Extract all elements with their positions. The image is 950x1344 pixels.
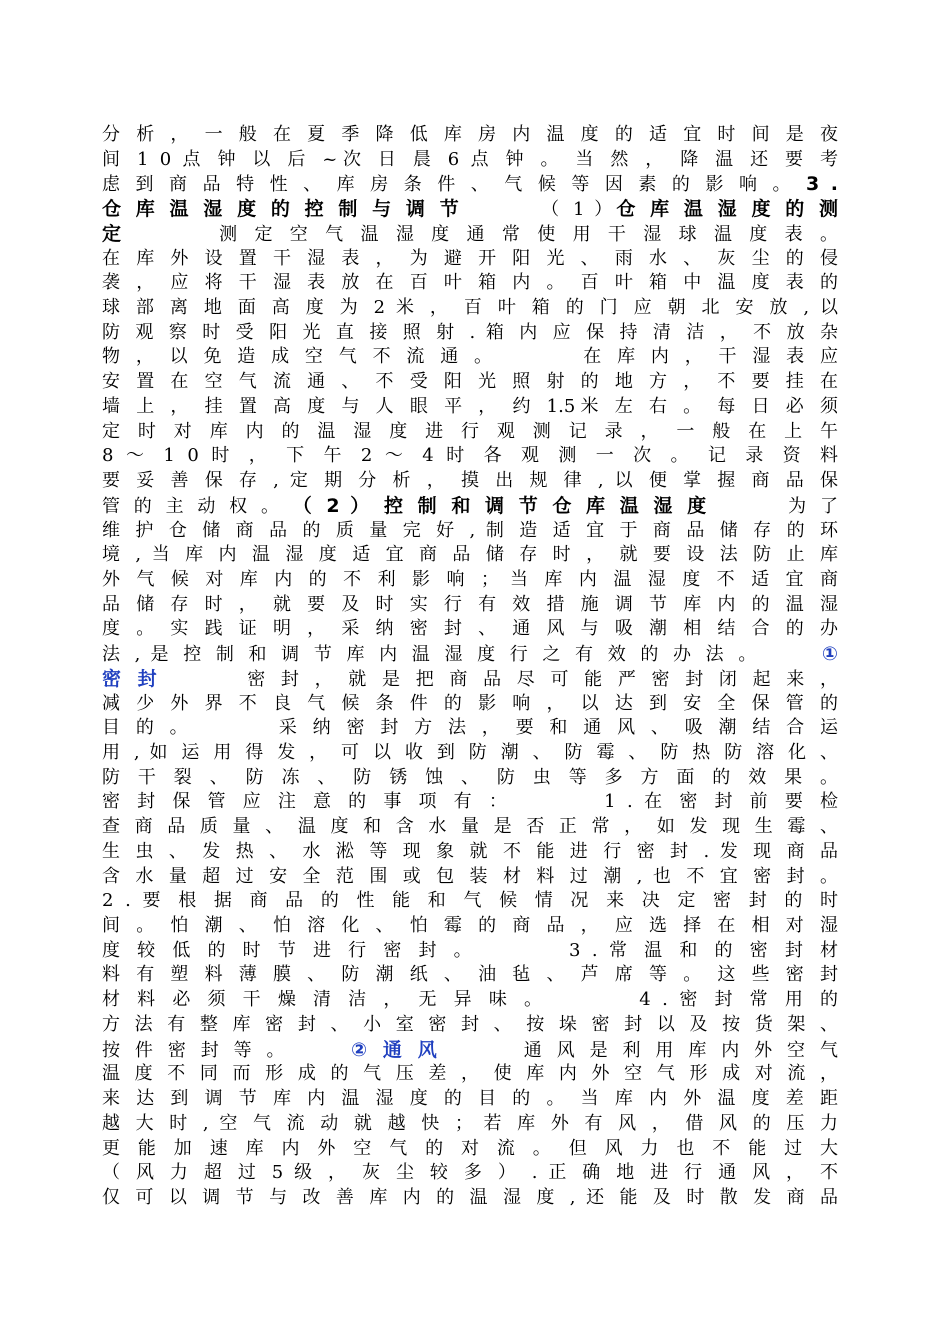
text-segment: 来 达 到 调 节 库 内 温 湿 度 的 目 的 。 当 库 内 外 温 度 差 距 [102,1088,838,1110]
text-line [102,741,838,766]
text-segment: 减 少 外 界 不 良 气 候 条 件 的 影 响 ， 以 达 到 安 全 保 管 的 [102,692,838,714]
text-line [102,617,838,642]
text-line [102,321,838,346]
text-line [102,593,838,618]
text-segment: 2 . 要 根 据 商 品 的 性 能 和 气 候 情 况 来 决 定 密 封 的 时 [102,890,838,912]
text-segment: 测 定 空 气 温 湿 度 通 常 使 用 干 湿 球 温 度 表 。 [126,223,838,245]
section-heading: 仓 库 温 湿 度 的 测 [616,198,838,221]
text-segment: 物 ， 以 免 造 成 空 气 不 流 通 。 在 库 内 ， 干 湿 表 应 [102,346,838,368]
text-segment: （ 风 力 超 过 5 级 ， 灰 尘 较 多 ） . 正 确 地 进 行 通 风 ， 不 [102,1162,838,1184]
text-line [102,222,838,247]
text-line [102,766,838,791]
text-line [102,790,838,815]
text-line [102,815,838,840]
text-line [102,1087,838,1112]
text-line [102,692,838,717]
text-line [102,840,838,865]
text-line [102,642,838,667]
text-line [102,197,838,222]
text-line [102,1186,838,1211]
text-segment: 度 较 低 的 时 节 进 行 密 封 。 3 . 常 温 和 的 密 封 材 [102,939,838,961]
text-segment: 境 , 当 库 内 温 湿 度 适 宜 商 品 储 存 时 ， 就 要 设 法 防 止 库 [102,544,838,566]
text-segment: 密 封 ， 就 是 把 商 品 尽 可 能 严 密 封 闭 起 来 ， [161,668,838,690]
text-segment: 通 风 是 利 用 库 内 外 空 气 [441,1039,838,1061]
text-segment: 防 观 察 时 受 阳 光 直 接 照 射 . 箱 内 应 保 持 清 洁 ， 不 放 杂 [102,321,838,343]
text-line [102,444,838,469]
text-line [102,1161,838,1186]
text-line [102,519,838,544]
text-segment: 间 。 怕 潮 、 怕 溶 化 、 怕 霉 的 商 品 ， 应 选 择 在 相 对 湿 [102,915,838,937]
text-segment: 度 。 实 践 证 明 ， 采 纳 密 封 、 通 风 与 吸 潮 相 结 合 的 办 [102,618,838,640]
text-line [102,1137,838,1162]
text-segment: 球 部 离 地 面 高 度 为 2 米 ， 百 叶 箱 的 门 应 朝 北 安 放 , 以 [102,297,838,319]
text-line [102,123,838,148]
text-line [102,1062,838,1087]
text-line [102,469,838,494]
text-segment: 用 , 如 运 用 得 发 ， 可 以 收 到 防 潮 、 防 霉 、 防 热 防 溶 化 、 [102,742,838,763]
text-segment: 安 置 在 空 气 流 通 、 不 受 阳 光 照 射 的 地 方 ， 不 要 挂 在 [102,371,838,393]
section-heading: （ 2 ） 控 制 和 调 节 仓 库 温 湿 度 [292,494,711,517]
text-line [102,395,838,420]
text-segment: （ 1 ） [462,199,617,221]
text-line [102,1112,838,1137]
text-line [102,148,838,173]
text-line [102,494,838,519]
text-segment: 虑 到 商 品 特 性 、 库 房 条 件 、 气 候 等 因 素 的 影 响 。 [102,174,807,196]
text-segment: 维 护 仓 储 商 品 的 质 量 完 好 , 制 造 适 宜 于 商 品 储 存 的 环 [102,519,838,541]
text-segment: 生 虫 、 发 热 、 水 淞 等 现 象 就 不 能 进 行 密 封 . 发 现 商 品 [102,840,838,862]
text-segment: 墙 上 ， 挂 置 高 度 与 人 眼 平 ， 约 1.5米 左 右 。 每 日 必 须 [102,395,838,417]
text-segment: 按 件 密 封 等 。 [102,1039,352,1061]
text-line [102,988,838,1013]
section-heading: ① [821,643,838,666]
text-line [102,939,838,964]
text-line [102,667,838,692]
text-segment: 间 1 0 点 钟 以 后 ~次 日 晨 6 点 钟 。 当 然 ， 降 温 还 要 考 [102,148,838,170]
section-heading: 仓 库 温 湿 度 的 控 制 与 调 节 [102,198,463,221]
text-segment: 要 妥 善 保 存 , 定 期 分 析 ， 摸 出 规 律 , 以 便 掌 握 商 品 保 [102,470,838,492]
text-line [102,172,838,197]
section-heading: 密 封 [102,667,162,690]
text-segment: 外 气 候 对 库 内 的 不 利 影 响 ； 当 库 内 温 湿 度 不 适 宜 商 [102,568,838,590]
text-segment: 温 度 不 同 而 形 成 的 气 压 差 ， 使 库 内 外 空 气 形 成 对 流 ， [102,1063,838,1085]
text-segment: 分 析 ， 一 般 在 夏 季 降 低 库 房 内 温 度 的 适 宜 时 间 是 夜 [102,124,838,145]
text-line [102,716,838,741]
section-heading: 3 . [806,173,839,196]
text-segment: 更 能 加 速 库 内 外 空 气 的 对 流 。 但 风 力 也 不 能 过 大 [102,1137,838,1159]
text-line [102,420,838,445]
text-segment: 管 的 主 动 权 。 [102,495,293,517]
text-line [102,345,838,370]
text-segment: 查 商 品 质 量 、 温 度 和 含 水 量 是 否 正 常 ， 如 发 现 生 霉 、 [102,816,838,838]
text-segment: 8 ～ 1 0 时 ， 下 午 2 ～ 4 时 各 观 测 一 次 。 记 录 资 料 [102,445,838,467]
text-line [102,247,838,272]
text-segment: 品 储 存 时 ， 就 要 及 时 实 行 有 效 措 施 调 节 库 内 的 温 湿 [102,593,838,615]
text-line [102,296,838,321]
text-line [102,865,838,890]
text-line [102,543,838,568]
text-segment: 法 , 是 控 制 和 调 节 库 内 温 湿 度 行 之 有 效 的 办 法 。 [102,644,822,666]
text-line [102,568,838,593]
text-segment: 为 了 [710,495,838,517]
text-segment: 含 水 量 超 过 安 全 范 围 或 包 装 材 料 过 潮 , 也 不 宜 密 封 。 [102,865,838,887]
text-segment: 在 库 外 设 置 干 湿 表 ， 为 避 开 阳 光 、 雨 水 、 灰 尘 的 侵 [102,247,838,269]
text-segment: 袭 ， 应 将 干 湿 表 放 在 百 叶 箱 内 。 百 叶 箱 中 温 度 表 的 [102,272,838,294]
text-line [102,1038,838,1063]
section-heading: 定 [102,222,127,245]
text-segment: 密 封 保 管 应 注 意 的 事 项 有 ： 1 . 在 密 封 前 要 检 [102,791,838,813]
text-segment: 定 时 对 库 内 的 温 湿 度 进 行 观 测 记 录 ， 一 般 在 上 午 [102,420,838,442]
text-line [102,889,838,914]
text-line [102,914,838,939]
text-segment: 防 干 裂 、 防 冻 、 防 锈 蚀 、 防 虫 等 多 方 面 的 效 果 。 [102,766,838,788]
section-heading: ② 通 风 [351,1038,442,1061]
text-segment: 越 大 时 , 空 气 流 动 就 越 快 ； 若 库 外 有 风 ， 借 风 的 压 力 [102,1112,838,1134]
text-segment: 料 有 塑 料 薄 膜 、 防 潮 纸 、 油 毡 、 芦 席 等 。 这 些 密 封 [102,964,838,986]
text-segment: 目 的 。 采 纳 密 封 方 法 ， 要 和 通 风 、 吸 潮 结 合 运 [102,717,838,739]
text-segment: 材 料 必 须 干 燥 清 洁 ， 无 异 味 。 4 . 密 封 常 用 的 [102,989,838,1011]
text-line [102,271,838,296]
text-line [102,963,838,988]
text-segment: 方 法 有 整 库 密 封 、 小 室 密 封 、 按 垛 密 封 以 及 按 货 架 、 [102,1013,838,1035]
text-line [102,370,838,395]
text-segment: 仅 可 以 调 节 与 改 善 库 内 的 温 湿 度 , 还 能 及 时 散 发 商 品 [102,1186,838,1208]
text-line [102,1013,838,1038]
